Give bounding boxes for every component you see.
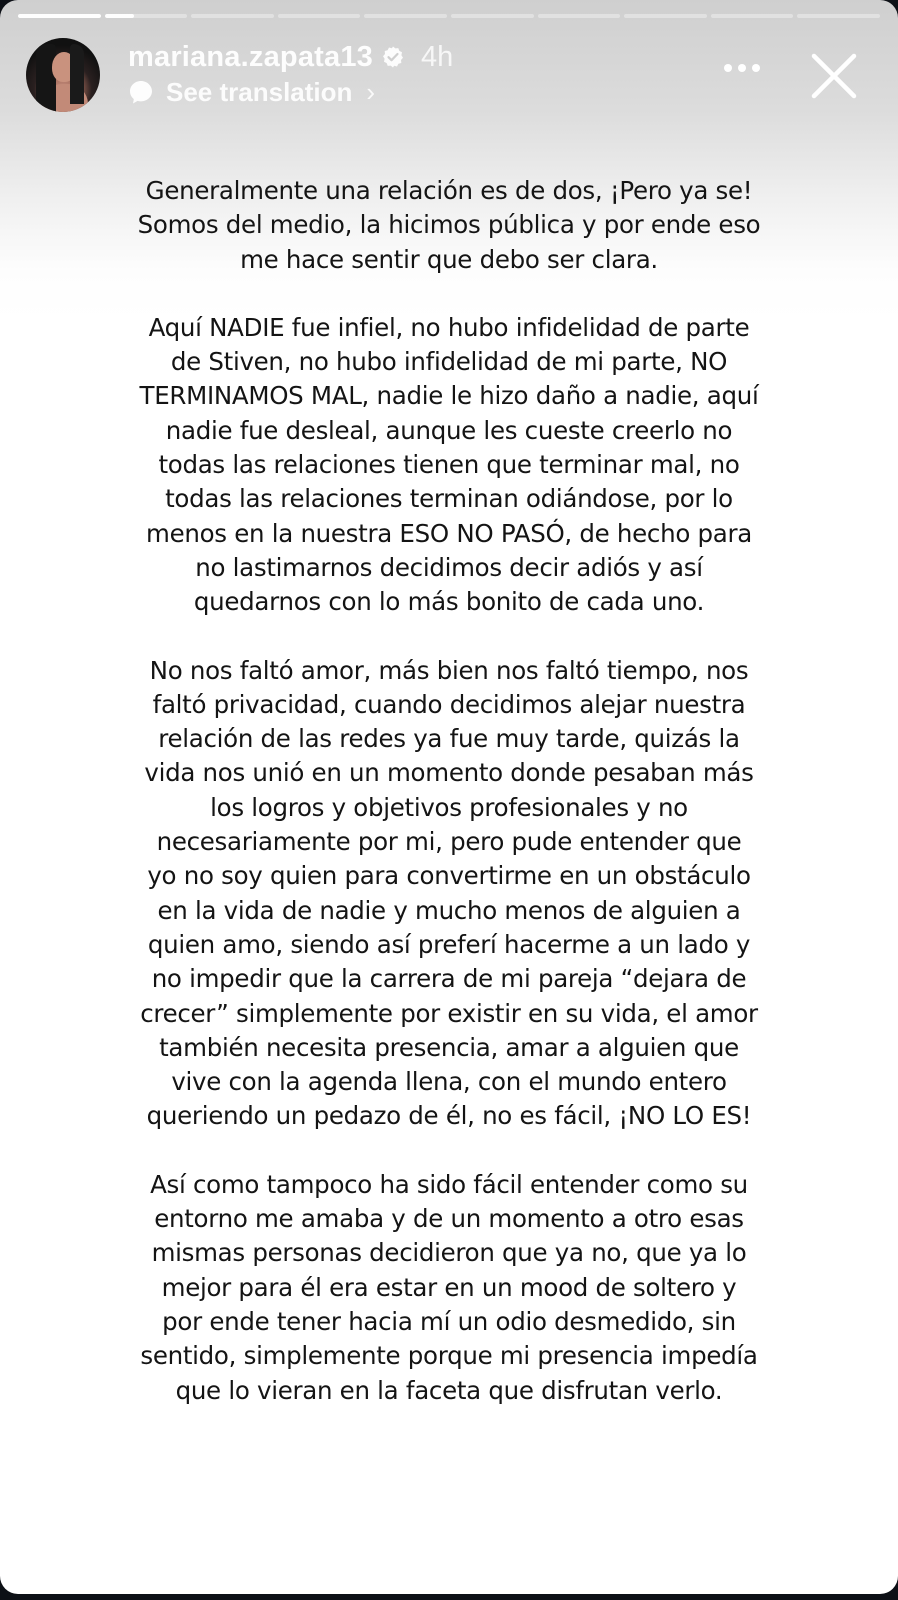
text-line: vida nos unió en un momento donde pesaban más xyxy=(144,758,754,788)
close-icon xyxy=(814,56,854,96)
progress-segment xyxy=(538,14,621,18)
text-line: por ende tener hacia mí un odio desmedido, sin xyxy=(162,1306,736,1336)
progress-segment xyxy=(451,14,534,18)
text-line: que lo vieran en la faceta que disfrutan verlo. xyxy=(175,1375,723,1405)
paragraph-1 xyxy=(60,174,838,277)
see-translation-label: See translation xyxy=(166,77,353,107)
progress-segment xyxy=(711,14,794,18)
text-line: necesariamente por mi, pero pude entender que xyxy=(156,827,742,857)
text-line: Generalmente una relación es de dos, ¡Pero ya se! xyxy=(145,176,753,205)
text-line: Aquí NADIE fue infiel, no hubo infidelidad de parte xyxy=(148,312,750,342)
text-line: no impedir que la carrera de mi pareja “dejara de xyxy=(151,964,747,994)
progress-segment xyxy=(191,14,274,18)
text-line: quien amo, siendo así preferí hacerme a un lado y xyxy=(147,929,751,959)
progress-segment xyxy=(364,14,447,18)
text-line: mejor para él era estar en un mood de soltero y xyxy=(161,1272,737,1302)
text-line: también necesita presencia, amar a alguien que xyxy=(159,1032,739,1062)
text-line: en la vida de nadie y mucho menos de alguien a xyxy=(157,895,741,925)
username-link[interactable]: mariana.zapata13 xyxy=(128,41,373,73)
story-header xyxy=(26,38,878,112)
progress-segment xyxy=(278,14,361,18)
paragraph-2 xyxy=(60,311,838,620)
text-line: mismas personas decidieron que ya no, que ya lo xyxy=(151,1238,747,1268)
text-line: Así como tampoco ha sido fácil entender como su xyxy=(150,1169,748,1199)
text-line: de Stiven, no hubo infidelidad de mi parte, NO xyxy=(170,347,728,377)
text-line: menos en la nuestra ESO NO PASÓ, de hecho para xyxy=(146,518,752,548)
text-line: todas las relaciones terminan odiándose, por lo xyxy=(165,484,733,514)
more-options-icon xyxy=(724,64,732,72)
text-line: me hace sentir que debo ser clara. xyxy=(240,244,658,274)
text-line: no lastimarnos decidimos decir adiós y así xyxy=(195,552,703,582)
text-line: los logros y objetivos profesionales y no xyxy=(210,792,688,822)
see-translation-link[interactable] xyxy=(128,76,375,108)
text-line: entorno me amaba y de un momento a otro esas xyxy=(154,1204,744,1234)
more-options-button[interactable] xyxy=(724,64,760,72)
post-time: 4h xyxy=(421,41,454,73)
progress-segment xyxy=(624,14,707,18)
user-line xyxy=(128,40,453,74)
story-text-content xyxy=(60,174,838,1442)
text-line: todas las relaciones tienen que terminar mal, no xyxy=(158,450,740,480)
text-line: quedarnos con lo más bonito de cada uno. xyxy=(193,587,705,617)
text-line: No nos faltó amor, más bien nos faltó tiempo, nos xyxy=(149,655,749,685)
text-line: Somos del medio, la hicimos pública y por ende eso xyxy=(137,210,761,240)
verified-badge-icon xyxy=(381,45,405,69)
progress-segment xyxy=(18,14,101,18)
text-line: relación de las redes ya fue muy tarde, quizás la xyxy=(158,724,740,754)
close-button[interactable] xyxy=(810,52,858,100)
progress-segment-current xyxy=(105,14,188,18)
text-line: faltó privacidad, cuando decidimos alejar nuestra xyxy=(152,689,746,719)
paragraph-3 xyxy=(60,654,838,1134)
chevron-right-icon: › xyxy=(366,77,376,107)
text-line: vive con la agenda llena, con el mundo entero xyxy=(171,1067,727,1097)
speech-bubble-icon xyxy=(128,79,154,105)
avatar[interactable] xyxy=(26,38,100,112)
text-line: yo no soy quien para convertirme en un obstáculo xyxy=(147,861,751,891)
text-line: crecer” simplemente por existir en su vida, el amor xyxy=(140,998,758,1028)
text-line: queriendo un pedazo de él, no es fácil, ¡NO LO ES! xyxy=(146,1101,752,1131)
text-line: TERMINAMOS MAL, nadie le hizo daño a nadie, aquí xyxy=(139,381,759,411)
text-line: sentido, simplemente porque mi presencia impedía xyxy=(140,1341,758,1371)
paragraph-4 xyxy=(60,1168,838,1408)
text-line: nadie fue desleal, aunque les cueste creerlo no xyxy=(165,415,733,445)
story-progress-bar xyxy=(18,14,880,19)
progress-segment xyxy=(797,14,880,18)
